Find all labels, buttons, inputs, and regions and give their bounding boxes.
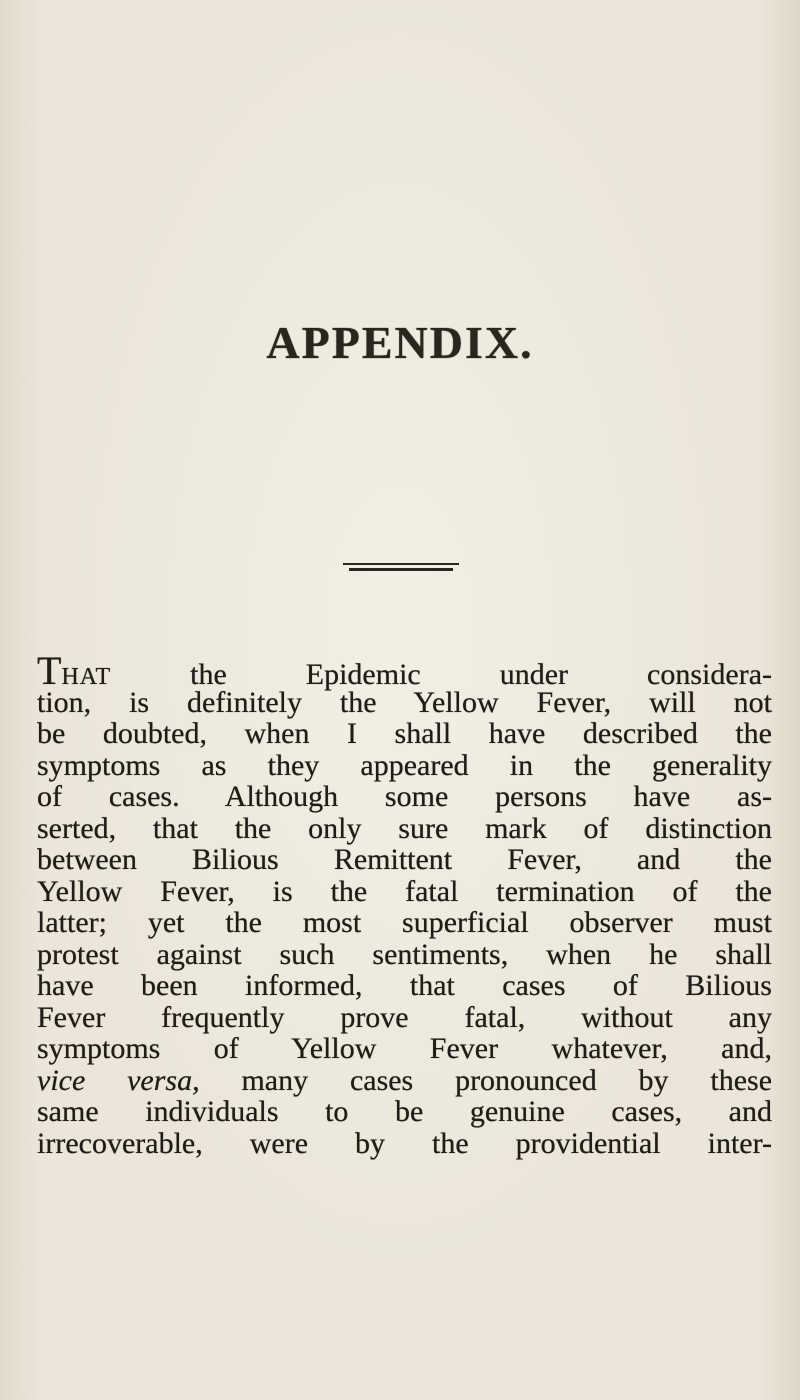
text-line-16: irrecoverable, were by the providential inter- xyxy=(37,1126,772,1160)
body-paragraph xyxy=(37,648,773,1160)
opening-smallcaps: HAT xyxy=(61,664,112,690)
rule-thin-bar xyxy=(343,563,459,565)
rule-thick-bar xyxy=(349,568,453,571)
appendix-heading: APPENDIX. xyxy=(266,317,534,368)
text-line-12: Fever frequently prove fatal, without any xyxy=(37,1000,772,1034)
text-line-8: Yellow Fever, is the fatal termination of the xyxy=(37,874,772,908)
text-line-10: protest against such sentiments, when he shall xyxy=(37,937,772,971)
text-line-2: tion, is definitely the Yellow Fever, will not xyxy=(37,685,772,719)
text-line-7: between Bilious Remittent Fever, and the xyxy=(37,843,772,876)
text-line-11: have been informed, that cases of Bilious xyxy=(37,969,772,1002)
italic-phrase: vice versa, xyxy=(37,1063,200,1097)
text-line-6: serted, that the only sure mark of distinction xyxy=(37,811,772,845)
text-line-5: of cases. Although some persons have as- xyxy=(37,780,772,813)
text-line-15: same individuals to be genuine cases, and xyxy=(37,1095,772,1128)
line-1-rest: the Epidemic under considera- xyxy=(111,658,772,691)
text-line-13: symptoms of Yellow Fever whatever, and, xyxy=(37,1032,772,1065)
text-line-9: latter; yet the most superficial observer must xyxy=(37,906,772,939)
text-line-3: be doubted, when I shall have described the xyxy=(37,717,772,750)
opening-capital: T xyxy=(37,648,62,693)
text-line-4: symptoms as they appeared in the generality xyxy=(37,748,772,782)
text-line-14 xyxy=(37,1065,772,1097)
line-14-rest: many cases pronounced by these xyxy=(241,1063,773,1097)
text-line-1 xyxy=(37,648,772,693)
decorative-rule xyxy=(343,563,459,572)
